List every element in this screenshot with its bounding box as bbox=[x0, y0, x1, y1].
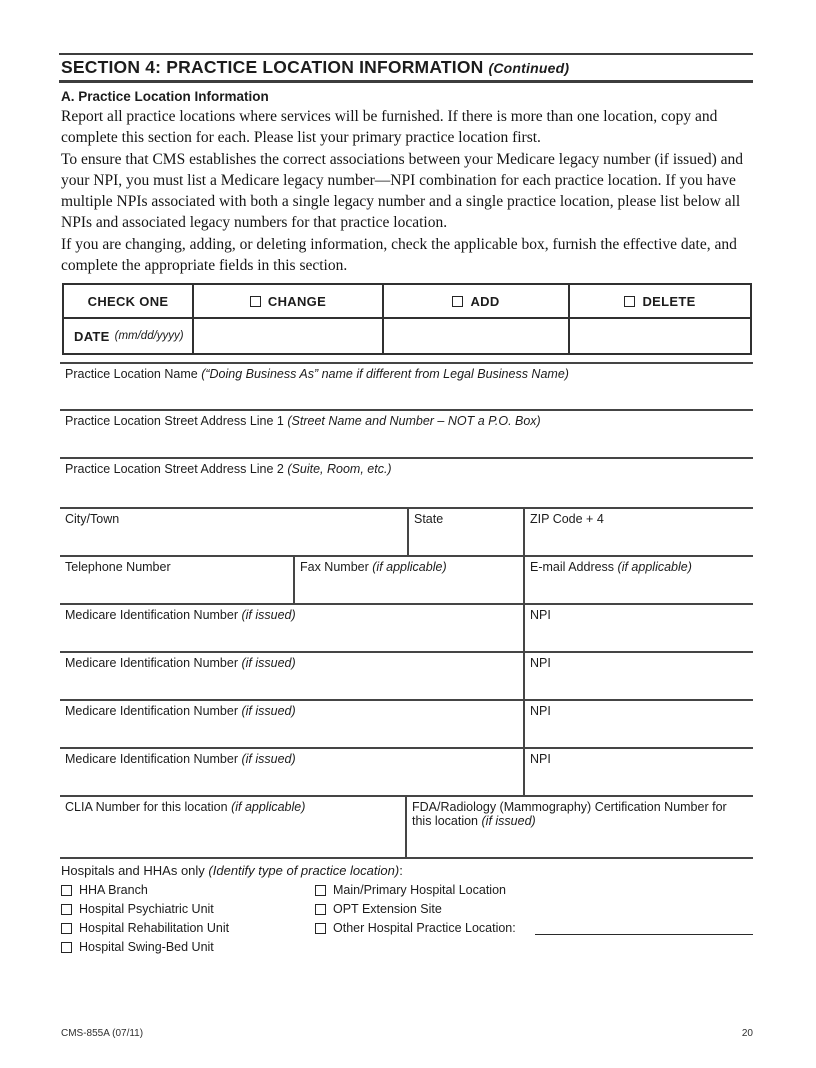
opt-extension-checkbox[interactable] bbox=[315, 904, 326, 915]
npi-label: NPI bbox=[530, 656, 551, 670]
hha-branch-label: HHA Branch bbox=[79, 883, 148, 897]
hospital-type-heading bbox=[61, 863, 753, 878]
medicare-id-label: Medicare Identification Number bbox=[65, 704, 238, 718]
telephone-field[interactable] bbox=[60, 557, 293, 603]
delete-option-cell bbox=[568, 285, 750, 317]
fda-certification-field[interactable] bbox=[405, 797, 753, 857]
instructions-paragraph-1: Report all practice locations where services will be furnished. If there is more than one location, copy and complete this section for each. Please list your primary practice location first. bbox=[61, 108, 718, 146]
hospital-heading-colon: : bbox=[399, 863, 403, 878]
hospital-heading-text: Hospitals and HHAs only bbox=[61, 863, 205, 878]
hospital-type-section bbox=[61, 863, 753, 954]
clia-number-field[interactable] bbox=[60, 797, 405, 857]
street-address-line1-hint: (Street Name and Number – NOT a P.O. Box) bbox=[287, 414, 541, 428]
check-one-label: CHECK ONE bbox=[87, 293, 169, 309]
checkbox-option-psychiatric-unit[interactable] bbox=[61, 902, 315, 916]
section-title-continued: (Continued) bbox=[488, 60, 570, 76]
email-hint: (if applicable) bbox=[617, 560, 692, 574]
medicare-id-field-2[interactable] bbox=[60, 653, 523, 699]
checkbox-option-opt-extension[interactable] bbox=[315, 902, 442, 916]
date-label-cell bbox=[64, 319, 192, 353]
practice-location-name-hint: (“Doing Business As” name if different from Legal Business Name) bbox=[201, 367, 569, 381]
medicare-id-hint: (if issued) bbox=[241, 704, 296, 718]
zip-code-label: ZIP Code + 4 bbox=[530, 512, 604, 526]
change-option-cell bbox=[192, 285, 382, 317]
location-details-table bbox=[60, 507, 753, 859]
section-title bbox=[61, 57, 569, 78]
instructions-paragraph-2: To ensure that CMS establishes the correct associations between your Medicare legacy number (if issued) and your NPI, you must list a Medicare legacy number—NPI combination for each practice location. If you have multiple NPIs associated with both a single legacy number and a single practice location, please list below all NPIs and associated legacy numbers for that practice location. bbox=[61, 151, 743, 231]
hospital-heading-hint: (Identify type of practice location) bbox=[208, 863, 400, 878]
medicare-id-hint: (if issued) bbox=[241, 608, 296, 622]
change-label: CHANGE bbox=[267, 293, 327, 309]
practice-location-name-field[interactable] bbox=[60, 362, 753, 409]
rehabilitation-unit-label: Hospital Rehabilitation Unit bbox=[79, 921, 230, 935]
street-address-line1-field[interactable] bbox=[60, 409, 753, 457]
street-address-line2-hint: (Suite, Room, etc.) bbox=[287, 462, 392, 476]
email-field[interactable] bbox=[523, 557, 753, 603]
date-format-hint: (mm/dd/yyyy) bbox=[114, 330, 184, 342]
checkbox-option-main-primary[interactable] bbox=[315, 883, 506, 897]
medicare-id-field-4[interactable] bbox=[60, 749, 523, 795]
medicare-id-hint: (if issued) bbox=[241, 752, 296, 766]
checkbox-option-swing-bed-unit[interactable] bbox=[61, 940, 315, 954]
fda-certification-hint: (if issued) bbox=[481, 814, 536, 828]
form-id: CMS-855A (07/11) bbox=[61, 1028, 144, 1039]
rehabilitation-unit-checkbox[interactable] bbox=[61, 923, 72, 934]
street-address-line2-field[interactable] bbox=[60, 457, 753, 507]
npi-label: NPI bbox=[530, 704, 551, 718]
subsection-heading: A. Practice Location Information bbox=[61, 89, 269, 104]
medicare-id-field-1[interactable] bbox=[60, 605, 523, 651]
checkbox-option-hha-branch[interactable] bbox=[61, 883, 315, 897]
check-one-header-cell bbox=[64, 285, 192, 317]
add-checkbox[interactable] bbox=[452, 296, 463, 307]
npi-field-3[interactable] bbox=[523, 701, 753, 747]
npi-label: NPI bbox=[530, 752, 551, 766]
checkbox-option-other-location[interactable] bbox=[315, 921, 534, 935]
practice-location-name-label: Practice Location Name bbox=[65, 367, 198, 381]
city-town-label: City/Town bbox=[65, 512, 120, 526]
medicare-id-hint: (if issued) bbox=[241, 656, 296, 670]
npi-field-4[interactable] bbox=[523, 749, 753, 795]
divider bbox=[59, 80, 753, 83]
medicare-id-label: Medicare Identification Number bbox=[65, 608, 238, 622]
divider bbox=[59, 53, 753, 55]
telephone-label: Telephone Number bbox=[65, 560, 171, 574]
state-label: State bbox=[414, 512, 444, 526]
add-label: ADD bbox=[470, 293, 500, 309]
instructions-paragraph-3: If you are changing, adding, or deleting information, check the applicable box, furnish the effective date, and complete the appropriate fields in this section. bbox=[61, 236, 737, 274]
delete-label: DELETE bbox=[642, 293, 696, 309]
checkbox-option-rehabilitation-unit[interactable] bbox=[61, 921, 315, 935]
other-location-input-line[interactable] bbox=[535, 921, 754, 935]
city-town-field[interactable] bbox=[60, 509, 407, 555]
npi-field-1[interactable] bbox=[523, 605, 753, 651]
email-label: E-mail Address bbox=[530, 560, 615, 574]
psychiatric-unit-checkbox[interactable] bbox=[61, 904, 72, 915]
street-address-line2-label: Practice Location Street Address Line 2 bbox=[65, 462, 284, 476]
other-location-label: Other Hospital Practice Location: bbox=[333, 921, 516, 935]
other-location-checkbox[interactable] bbox=[315, 923, 326, 934]
check-one-table bbox=[62, 283, 752, 355]
delete-checkbox[interactable] bbox=[624, 296, 635, 307]
fax-field[interactable] bbox=[293, 557, 523, 603]
swing-bed-unit-label: Hospital Swing-Bed Unit bbox=[79, 940, 214, 954]
fda-certification-label: FDA/Radiology (Mammography) Certification Number for this location bbox=[412, 800, 727, 828]
street-address-line1-label: Practice Location Street Address Line 1 bbox=[65, 414, 284, 428]
add-date-input[interactable] bbox=[382, 319, 568, 353]
main-primary-checkbox[interactable] bbox=[315, 885, 326, 896]
change-checkbox[interactable] bbox=[250, 296, 261, 307]
medicare-id-label: Medicare Identification Number bbox=[65, 752, 238, 766]
fax-label: Fax Number bbox=[300, 560, 369, 574]
npi-field-2[interactable] bbox=[523, 653, 753, 699]
date-label: DATE bbox=[74, 328, 110, 344]
opt-extension-label: OPT Extension Site bbox=[333, 902, 442, 916]
change-date-input[interactable] bbox=[192, 319, 382, 353]
psychiatric-unit-label: Hospital Psychiatric Unit bbox=[79, 902, 214, 916]
npi-label: NPI bbox=[530, 608, 551, 622]
delete-date-input[interactable] bbox=[568, 319, 750, 353]
fax-hint: (if applicable) bbox=[372, 560, 447, 574]
hha-branch-checkbox[interactable] bbox=[61, 885, 72, 896]
clia-label: CLIA Number for this location bbox=[65, 800, 228, 814]
page-number: 20 bbox=[741, 1028, 753, 1039]
add-option-cell bbox=[382, 285, 568, 317]
section-title-text: SECTION 4: PRACTICE LOCATION INFORMATION bbox=[61, 57, 484, 77]
clia-hint: (if applicable) bbox=[231, 800, 306, 814]
zip-code-field[interactable] bbox=[523, 509, 753, 555]
medicare-id-field-3[interactable] bbox=[60, 701, 523, 747]
main-primary-label: Main/Primary Hospital Location bbox=[333, 883, 506, 897]
state-field[interactable] bbox=[407, 509, 523, 555]
swing-bed-unit-checkbox[interactable] bbox=[61, 942, 72, 953]
medicare-id-label: Medicare Identification Number bbox=[65, 656, 238, 670]
